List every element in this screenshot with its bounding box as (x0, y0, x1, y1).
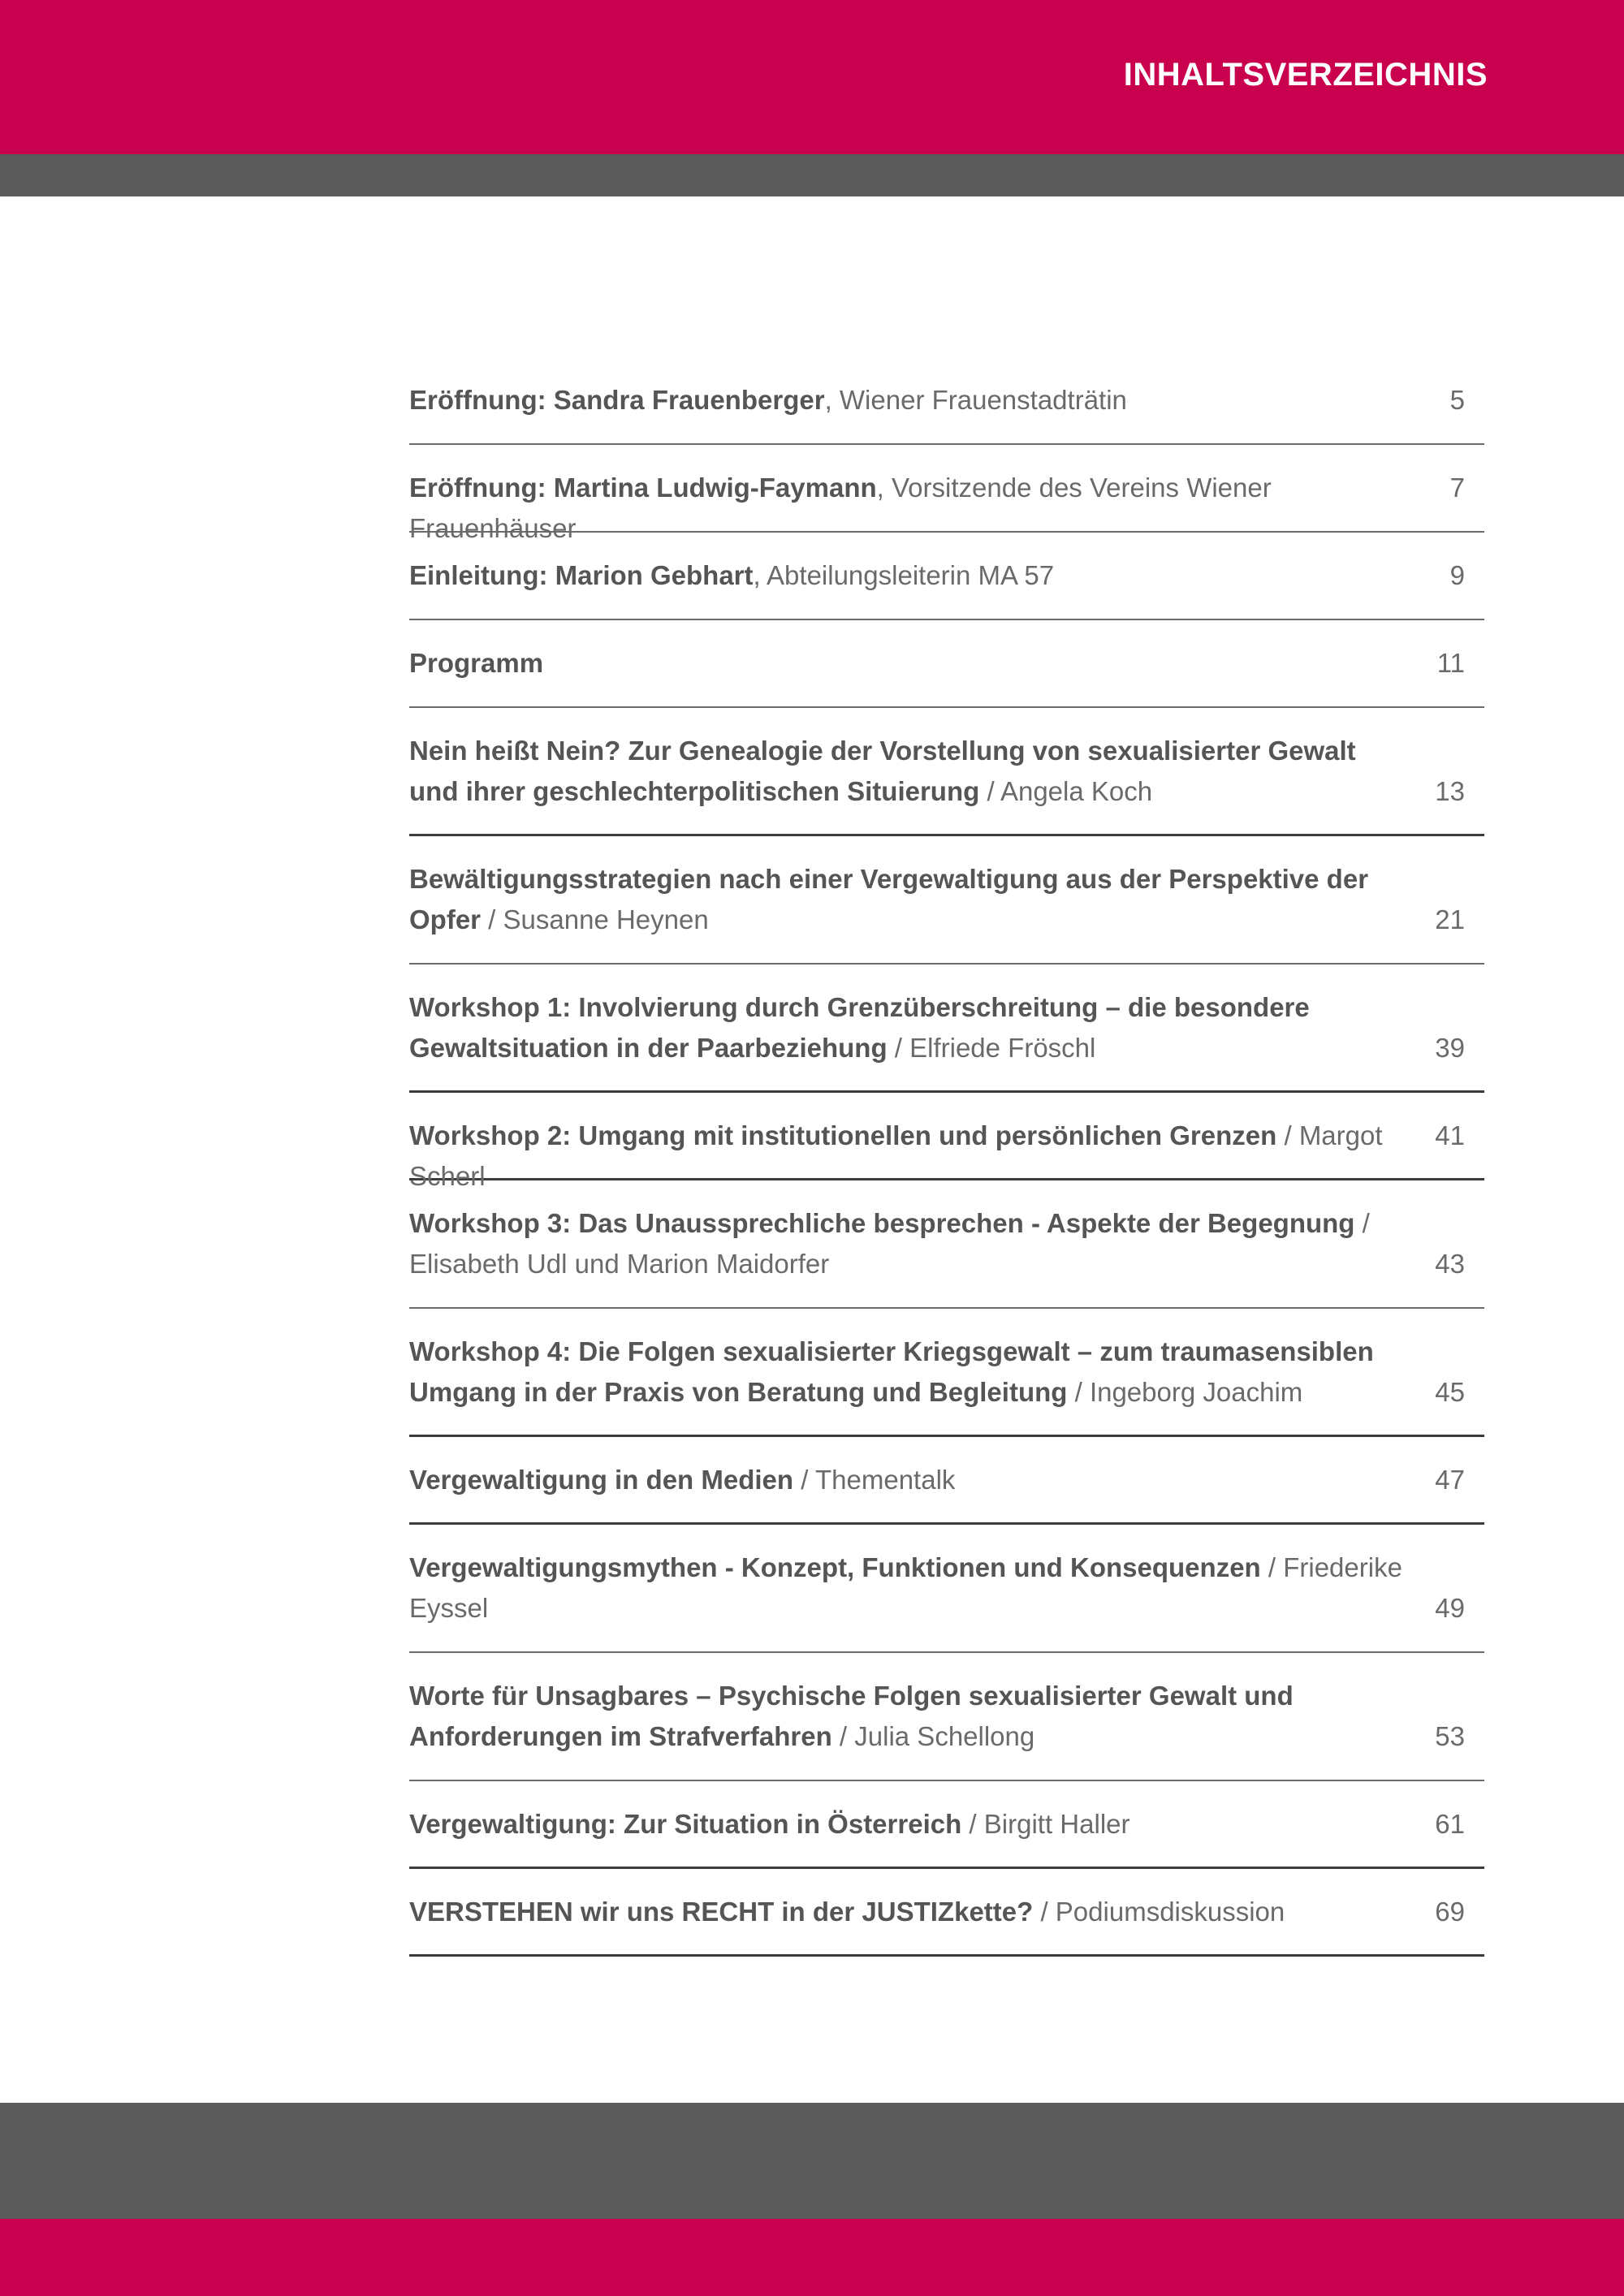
toc-entry-heading: Einleitung: Marion Gebhart (409, 560, 754, 590)
toc-entry[interactable] (409, 620, 1484, 708)
toc-entry-title (409, 380, 1411, 421)
toc-entry[interactable] (409, 533, 1484, 620)
toc-entry-title (409, 1547, 1411, 1629)
toc-entry[interactable] (409, 357, 1484, 445)
table-of-contents (409, 357, 1484, 1957)
toc-entry-separator: / (961, 1809, 984, 1839)
toc-entry-author: Vorsitzende des Vereins Wiener Frauenhäuser (409, 473, 1272, 543)
toc-page-number: 61 (1435, 1809, 1465, 1839)
toc-entry[interactable] (409, 445, 1484, 543)
toc-page-number: 5 (1449, 385, 1465, 415)
toc-entry-title (409, 987, 1411, 1068)
toc-entry-heading: Workshop 2: Umgang mit institutionellen und persönlichen Grenzen (409, 1120, 1277, 1150)
toc-entry-heading: Vergewaltigung: Zur Situation in Österreich (409, 1809, 962, 1839)
toc-entry-separator: / (979, 776, 1000, 806)
toc-entry-heading: Vergewaltigungsmythen - Konzept, Funktionen und Konsequenzen (409, 1552, 1261, 1582)
toc-entry-author: Margot Scherl (409, 1120, 1383, 1191)
toc-entry-heading: Worte für Unsagbares – Psychische Folgen sexualisierter Gewalt und Anforderungen im Strafverfahren (409, 1681, 1294, 1751)
toc-entry-separator: / (481, 904, 503, 934)
toc-entry[interactable] (409, 1653, 1484, 1781)
toc-entry[interactable] (409, 1180, 1484, 1309)
toc-entry-author: Podiumsdiskussion (1055, 1897, 1285, 1927)
toc-entry-heading: Eröffnung: Sandra Frauenberger (409, 385, 825, 415)
toc-entry[interactable] (409, 1869, 1484, 1957)
toc-entry-author: Ingeborg Joachim (1089, 1377, 1303, 1407)
toc-entry-heading: Workshop 3: Das Unaussprechliche besprechen - Aspekte der Begegnung (409, 1208, 1355, 1238)
toc-entry-separator: , (876, 473, 884, 503)
toc-entry-heading: Vergewaltigung in den Medien (409, 1465, 794, 1495)
toc-page-number: 11 (1436, 648, 1465, 678)
header-band-gray (0, 154, 1624, 196)
toc-entry-author: Birgitt Haller (983, 1809, 1130, 1839)
toc-entry-heading: Eröffnung: Martina Ludwig-Faymann (409, 473, 877, 503)
toc-entry-heading: Bewältigungsstrategien nach einer Vergewaltigung aus der Perspektive der Opfer (409, 864, 1369, 934)
footer-band-gray (0, 2103, 1624, 2219)
toc-page-number: 47 (1435, 1465, 1465, 1495)
toc-entry-author: Susanne Heynen (503, 904, 709, 934)
toc-entry[interactable] (409, 965, 1484, 1093)
toc-entry-separator: / (1354, 1208, 1370, 1238)
toc-entry[interactable] (409, 1525, 1484, 1653)
toc-page-number: 49 (1435, 1593, 1465, 1623)
toc-entry-author: Angela Koch (1000, 776, 1153, 806)
toc-entry[interactable] (409, 708, 1484, 836)
toc-entry-author: Wiener Frauenstadträtin (831, 385, 1127, 415)
toc-entry-author: Julia Schellong (854, 1721, 1035, 1751)
toc-entry-heading: Nein heißt Nein? Zur Genealogie der Vorstellung von sexualisierter Gewalt und ihrer geschlechterpolitischen Situierung (409, 736, 1356, 806)
toc-entry-title (409, 1892, 1411, 1932)
toc-page-number: 7 (1449, 473, 1465, 503)
toc-entry-title (409, 1331, 1411, 1413)
toc-entry-heading: Programm (409, 648, 544, 678)
toc-entry[interactable] (409, 1437, 1484, 1525)
toc-entry-heading: Workshop 1: Involvierung durch Grenzüberschreitung – die besondere Gewaltsituation in der Paarbeziehung (409, 992, 1310, 1063)
toc-page-number: 53 (1435, 1721, 1465, 1751)
toc-entry-separator: , (753, 560, 761, 590)
toc-entry[interactable] (409, 1309, 1484, 1437)
toc-entry-separator: / (1260, 1552, 1284, 1582)
toc-entry-separator: / (1033, 1897, 1056, 1927)
toc-entry-separator: / (831, 1721, 855, 1751)
toc-page-number: 39 (1435, 1033, 1465, 1063)
toc-page-number: 45 (1435, 1377, 1465, 1407)
toc-entry-author: Elfriede Fröschl (909, 1033, 1096, 1063)
toc-entry-author: Abteilungsleiterin MA 57 (760, 560, 1055, 590)
toc-entry-author: Friederike Eyssel (409, 1552, 1402, 1623)
page-title: INHALTSVERZEICHNIS (1123, 57, 1488, 93)
toc-entry-separator: / (887, 1033, 910, 1063)
toc-entry-title (409, 1804, 1411, 1845)
toc-entry-author: Elisabeth Udl und Marion Maidorfer (409, 1249, 830, 1279)
toc-entry-separator: / (793, 1465, 815, 1495)
toc-page-number: 9 (1449, 560, 1465, 590)
toc-entry-separator: / (1067, 1377, 1090, 1407)
toc-page-number: 21 (1435, 904, 1465, 934)
toc-entry-title (409, 859, 1411, 940)
toc-entry-title (409, 1460, 1411, 1500)
toc-entry[interactable] (409, 1093, 1484, 1191)
toc-entry-title (409, 731, 1411, 812)
toc-entry-heading: Workshop 4: Die Folgen sexualisierter Kriegsgewalt – zum traumasensiblen Umgang in der Praxis von Beratung und Begleitung (409, 1336, 1374, 1407)
toc-entry-title (409, 1676, 1411, 1757)
toc-page-number: 13 (1435, 776, 1465, 806)
toc-entry-heading: VERSTEHEN wir uns RECHT in der JUSTIZkette? (409, 1897, 1034, 1927)
footer-band-red (0, 2219, 1624, 2296)
toc-entry-title (409, 555, 1411, 596)
toc-entry-author: Thementalk (814, 1465, 956, 1495)
toc-entry-separator: , (824, 385, 832, 415)
toc-entry[interactable] (409, 1781, 1484, 1869)
toc-page-number: 41 (1435, 1120, 1465, 1150)
toc-page-number: 43 (1435, 1249, 1465, 1279)
toc-entry-separator: / (1276, 1120, 1299, 1150)
toc-page-number: 69 (1435, 1897, 1465, 1927)
toc-entry-title (409, 1203, 1411, 1284)
toc-entry[interactable] (409, 836, 1484, 965)
toc-entry-title (409, 643, 1411, 684)
